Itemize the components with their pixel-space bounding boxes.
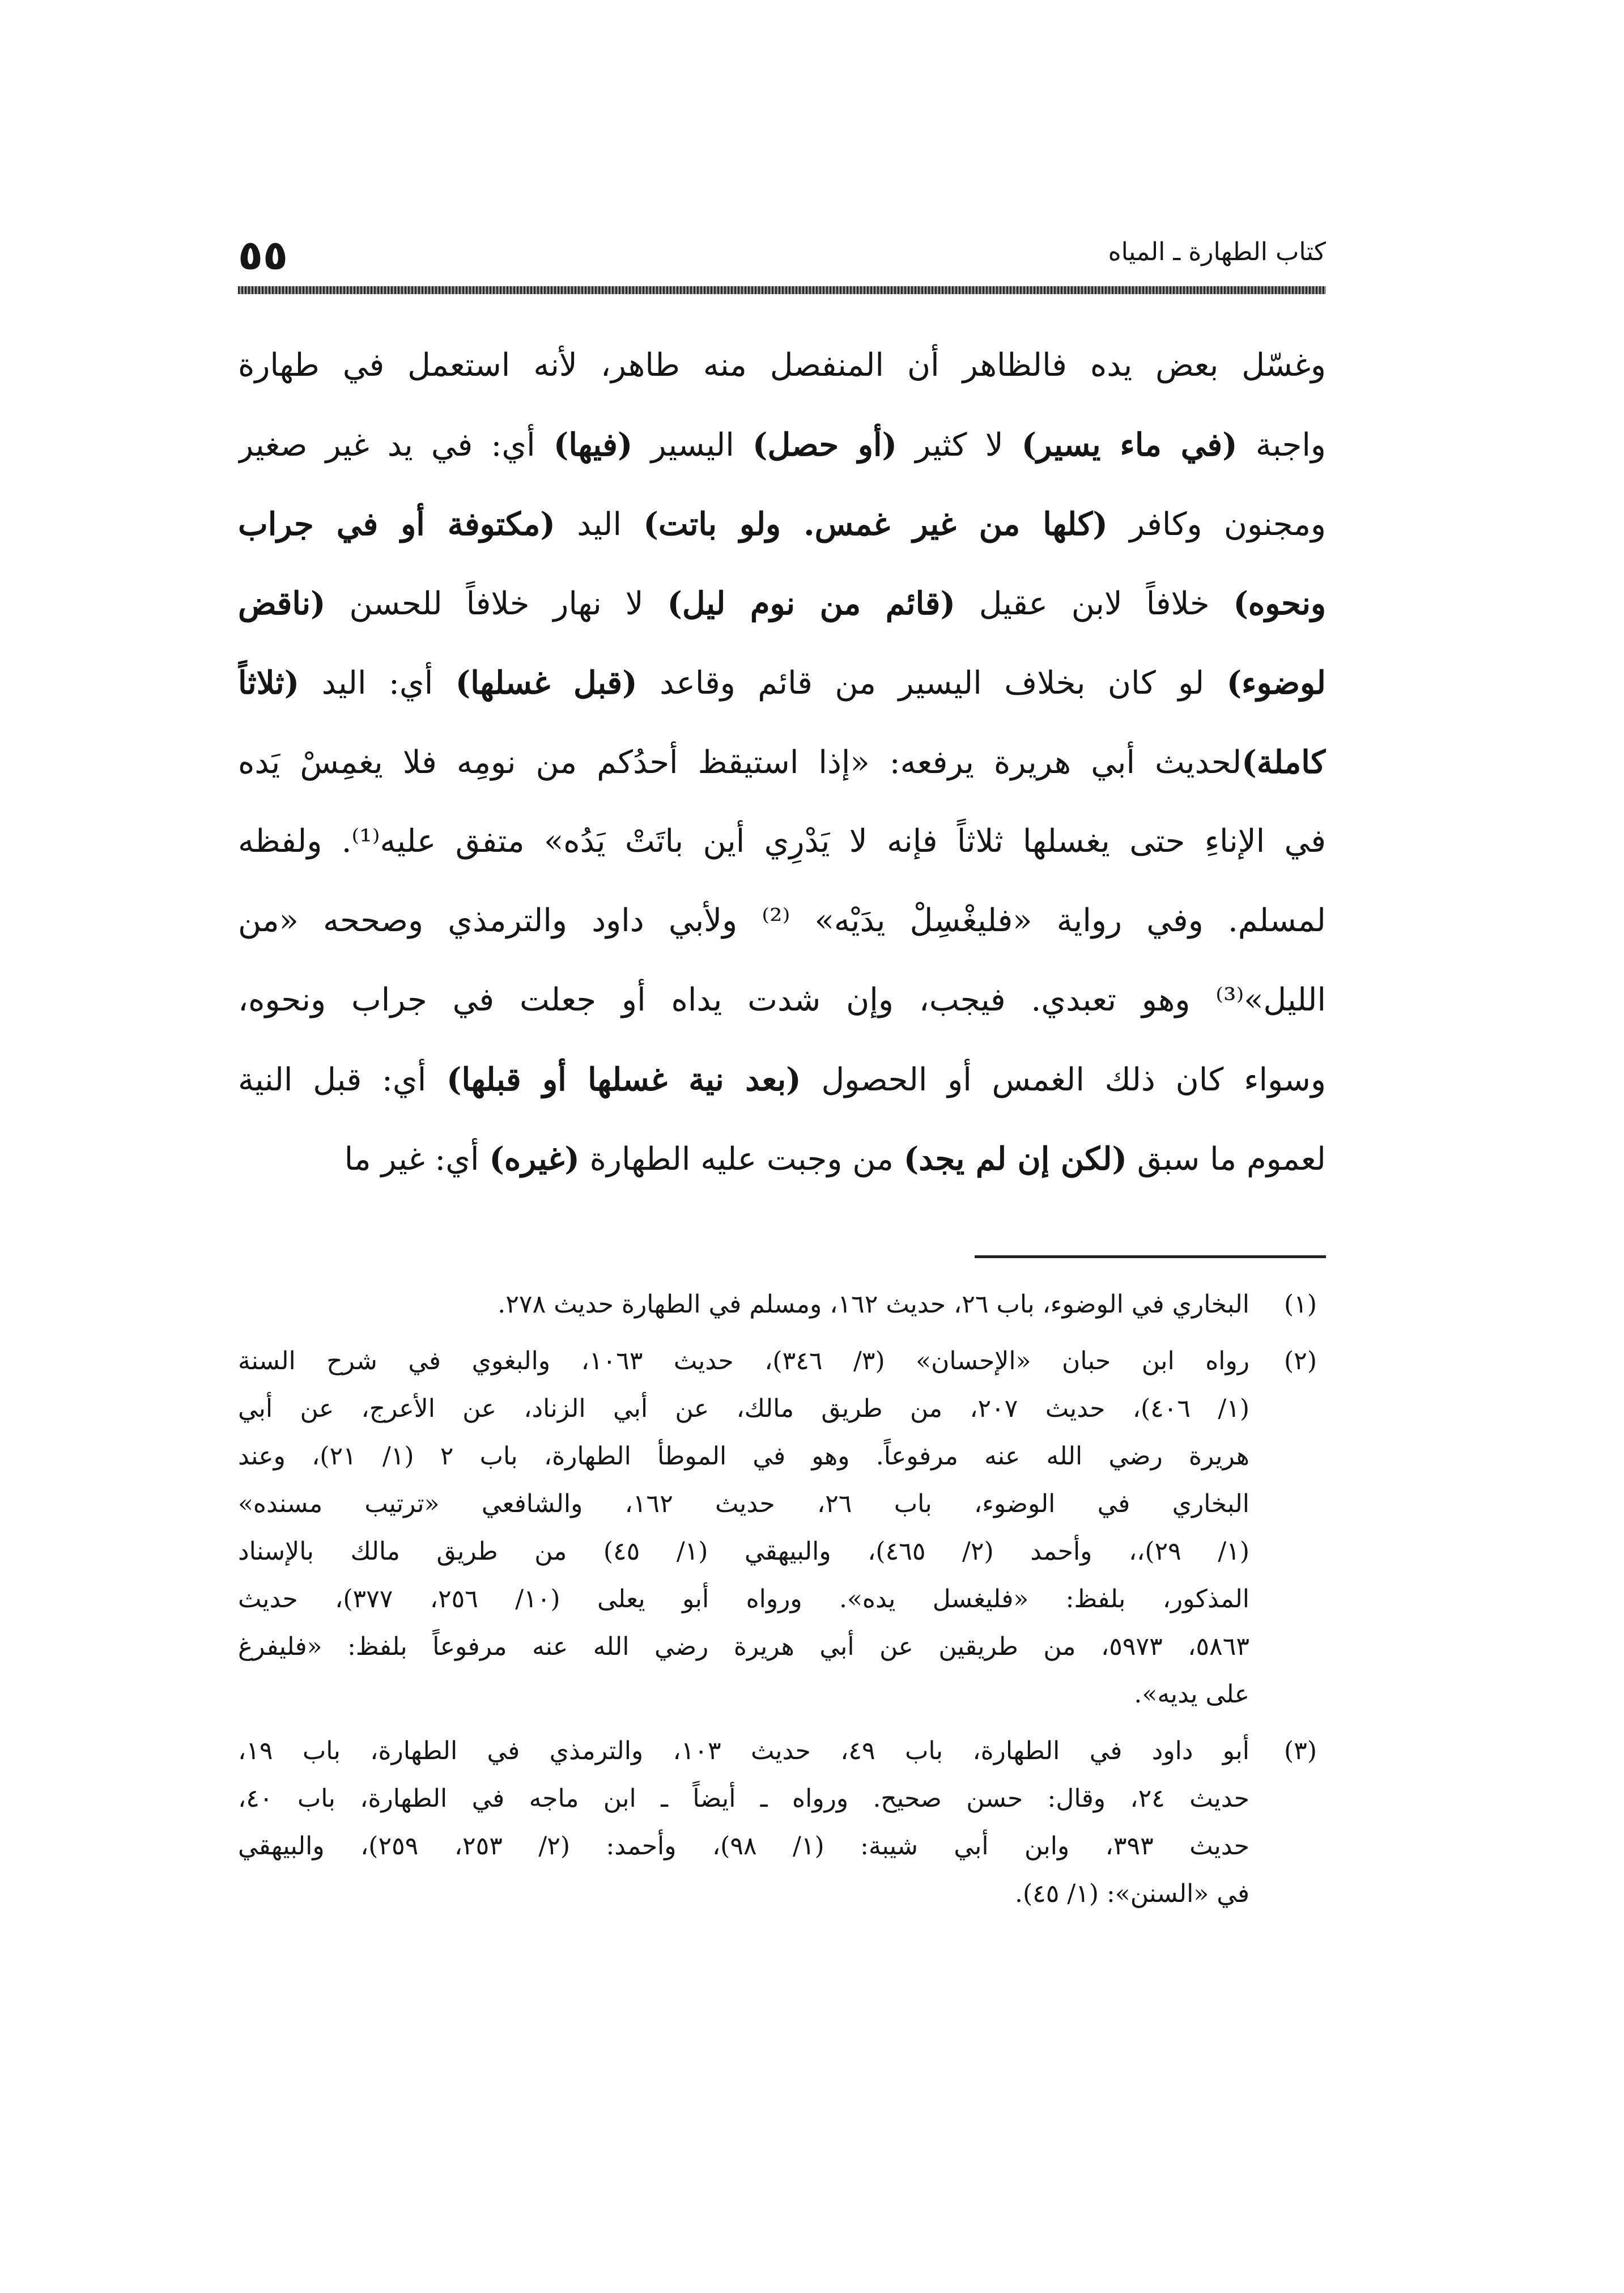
body-text: اليد <box>555 506 644 543</box>
body-text: في الإناءِ حتى يغسلها ثلاثاً فإنه لا يَدْرِي أين باتَتْ يَدُه» متفق عليه⁽¹⁾. ولفظه <box>238 823 1326 860</box>
body-line <box>238 723 1326 802</box>
footnote <box>238 1337 1326 1718</box>
footnote-line: رواه ابن حبان «الإحسان» (٣/ ٣٤٦)، حديث ١٠٦٣، والبغوي في شرح السنة <box>238 1347 1249 1375</box>
footnote <box>238 1727 1326 1918</box>
bold-text: (أو حصل) <box>753 426 898 464</box>
footnote-line: حديث ٢٤، وقال: حسن صحيح. ورواه ـ أيضاً ـ ابن ماجه في الطهارة، باب ٤٠، <box>238 1784 1249 1813</box>
body-text: واجبة <box>1237 427 1326 464</box>
body-line <box>238 326 1326 405</box>
body-line <box>238 564 1326 643</box>
footnote-number: (٢) <box>1284 1347 1317 1375</box>
bold-text: (قبل غسلها) <box>455 664 637 702</box>
footnote-divider <box>975 1255 1326 1258</box>
body-text: لمسلم. وفي رواية «فليغْسِلْ يدَيْه» ⁽²⁾ ولأبي داود والترمذي وصححه «من <box>238 902 1326 939</box>
body-line <box>238 802 1326 881</box>
footnote-line: في «السنن»: (١/ ٤٥). <box>1014 1879 1249 1908</box>
footnote <box>238 1281 1326 1328</box>
footnote-number: (٣) <box>1284 1736 1317 1765</box>
body-text: لو كان بخلاف اليسير من قائم وقاعد <box>637 665 1227 702</box>
main-text <box>238 326 1326 1199</box>
bold-text: (مكتوفة أو في جراب <box>238 506 555 543</box>
footnote-line: أبو داود في الطهارة، باب ٤٩، حديث ١٠٣، والترمذي في الطهارة، باب ١٩، <box>238 1736 1249 1765</box>
bold-text: (ثلاثاً <box>238 664 300 702</box>
bold-text: (كلها من غير غمس. ولو باتت) <box>643 506 1108 543</box>
footnote-line: هريرة رضي الله عنه مرفوعاً. وهو في الموطأ الطهارة، باب ٢ (١/ ٢١)، وعند <box>238 1442 1249 1471</box>
body-text: ومجنون وكافر <box>1107 506 1326 543</box>
footnote-line: على يديه». <box>1134 1680 1249 1709</box>
body-text: لحديث أبي هريرة يرفعه: «إذا استيقظ أحدُكم من نومِه فلا يغمِسْ يَده <box>238 744 1242 781</box>
body-text: أي: قبل النية <box>238 1061 447 1098</box>
footnote-line: حديث ٣٩٣، وابن أبي شيبة: (١/ ٩٨)، وأحمد: (٢/ ٢٥٣، ٢٥٩)، والبيهقي <box>238 1832 1249 1861</box>
bold-text: (لكن إن لم يجد) <box>903 1140 1127 1178</box>
body-text: اليسير <box>632 427 753 464</box>
page-number: ٥٥ <box>238 231 288 279</box>
body-text: وغسّل بعض يده فالظاهر أن المنفصل منه طاهر، لأنه استعمل في طهارة <box>238 347 1326 384</box>
body-text: خلافاً لابن عقيل <box>955 585 1234 622</box>
bold-text: (في ماء يسير) <box>1021 426 1238 464</box>
body-text: أي: في يد غير صغير <box>238 427 554 464</box>
body-line <box>238 1119 1326 1199</box>
body-text: لعموم ما سبق <box>1126 1141 1326 1178</box>
bold-text: ونحوه) <box>1233 585 1326 622</box>
bold-text: كاملة) <box>1242 744 1326 781</box>
footnote-number: (١) <box>1284 1290 1317 1319</box>
body-line <box>238 405 1326 485</box>
body-line <box>238 1040 1326 1119</box>
body-text: لا كثير <box>897 427 1022 464</box>
body-line <box>238 643 1326 723</box>
chapter-title: كتاب الطهارة ـ المياه <box>1108 237 1326 266</box>
header-divider <box>238 286 1326 294</box>
footnote-line: (١/ ٤٠٦)، حديث ٢٠٧، من طريق مالك، عن أبي الزناد، عن الأعرج، عن أبي <box>238 1394 1249 1423</box>
body-line <box>238 485 1326 564</box>
bold-text: لوضوء) <box>1226 664 1326 702</box>
body-line <box>238 881 1326 961</box>
body-line <box>238 961 1326 1040</box>
body-text: أي: غير ما <box>344 1141 490 1178</box>
bold-text: (فيها) <box>553 426 633 464</box>
bold-text: (بعد نية غسلها أو قبلها) <box>447 1061 801 1098</box>
footnote-line: ٥٨٦٣، ٥٩٧٣، من طريقين عن أبي هريرة رضي الله عنه مرفوعاً بلفظ: «فليفرغ <box>238 1632 1249 1661</box>
body-text: لا نهار خلافاً للحسن <box>325 585 668 622</box>
footnote-line: البخاري في الوضوء، باب ٢٦، حديث ١٦٢، والشافعي «ترتيب مسنده» <box>238 1489 1249 1518</box>
body-text: الليل»⁽³⁾ وهو تعبدي. فيجب، وإن شدت يداه أو جعلت في جراب ونحوه، <box>238 982 1326 1018</box>
body-text: من وجبت عليه الطهارة <box>579 1141 904 1178</box>
bold-text: (غيره) <box>489 1140 580 1178</box>
footnote-line: المذكور، بلفظ: «فليغسل يده». ورواه أبو يعلى (١٠/ ٢٥٦، ٣٧٧)، حديث <box>238 1585 1249 1613</box>
bold-text: (ناقض <box>238 585 326 622</box>
footnote-line: (١/ ٢٩)،، وأحمد (٢/ ٤٦٥)، والبيهقي (١/ ٤٥) من طريق مالك بالإسناد <box>238 1537 1249 1566</box>
body-text: وسواء كان ذلك الغمس أو الحصول <box>801 1061 1326 1098</box>
footnotes <box>238 1281 1326 1927</box>
running-head <box>238 224 1326 292</box>
book-page <box>238 0 1326 2293</box>
body-text: أي: اليد <box>299 665 456 702</box>
bold-text: (قائم من نوم ليل) <box>667 585 955 622</box>
footnote-line: البخاري في الوضوء، باب ٢٦، حديث ١٦٢، ومسلم في الطهارة حديث ٢٧٨. <box>498 1290 1249 1319</box>
